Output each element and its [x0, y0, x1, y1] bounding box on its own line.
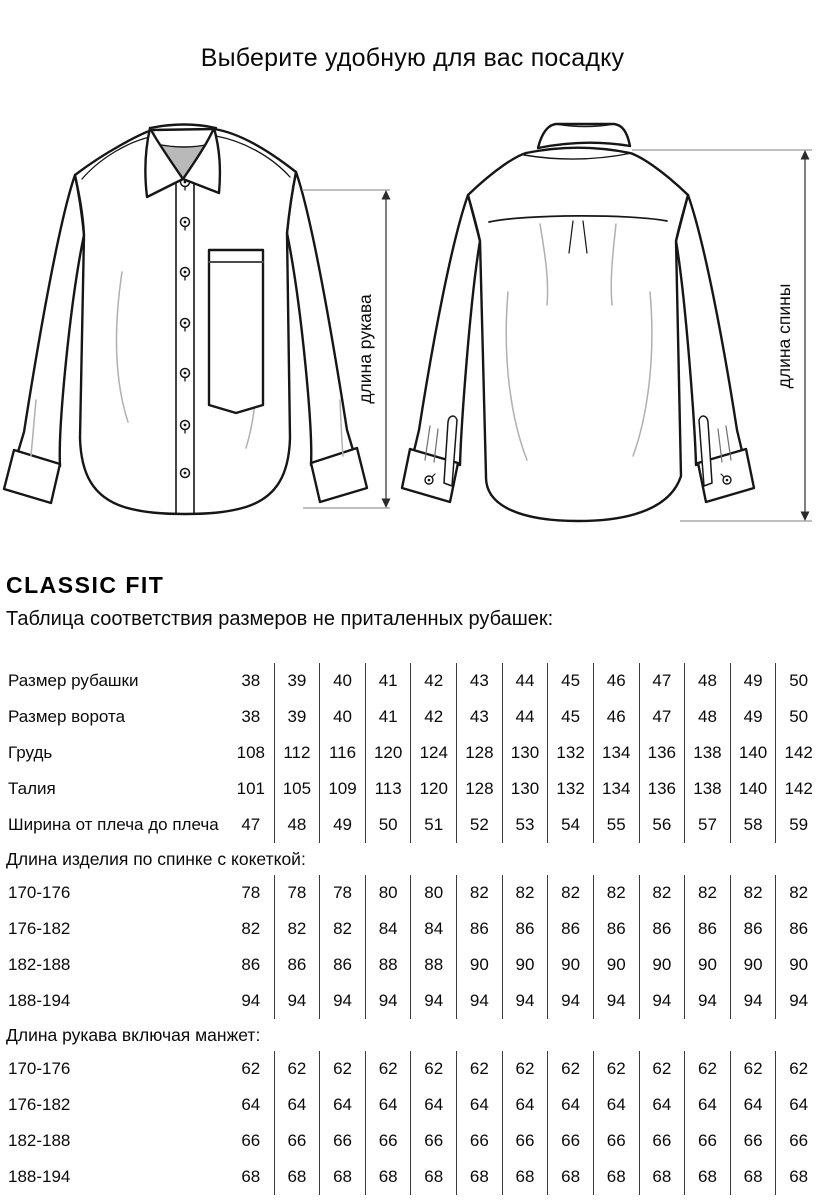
size-cell: 120 [365, 735, 411, 771]
size-cell: 90 [547, 947, 593, 983]
row-label: 170-176 [8, 1059, 71, 1078]
row-label: 170-176 [8, 883, 71, 902]
shirt-diagrams [0, 100, 825, 555]
size-cell: 38 [241, 707, 261, 726]
table-row [6, 735, 821, 771]
row-label: Талия [8, 779, 56, 798]
size-cell: 90 [639, 947, 685, 983]
size-cell: 64 [775, 1087, 821, 1123]
size-cell: 68 [593, 1159, 639, 1195]
size-cell: 116 [319, 735, 365, 771]
size-cell: 52 [456, 807, 502, 843]
size-cell: 50 [775, 699, 821, 735]
table-row [6, 663, 821, 699]
size-cell: 90 [593, 947, 639, 983]
size-cell: 64 [410, 1087, 456, 1123]
size-cell: 132 [547, 735, 593, 771]
table-section-header: Длина изделия по спинке с кокеткой: [6, 848, 306, 869]
size-cell: 68 [502, 1159, 548, 1195]
size-cell: 108 [236, 743, 265, 762]
size-cell: 40 [319, 663, 365, 699]
size-cell: 138 [684, 735, 730, 771]
size-cell: 64 [547, 1087, 593, 1123]
size-cell: 62 [639, 1051, 685, 1087]
size-cell: 82 [639, 875, 685, 911]
size-cell: 134 [593, 771, 639, 807]
size-cell: 66 [365, 1123, 411, 1159]
table-block [6, 1051, 821, 1195]
table-row [6, 771, 821, 807]
size-cell: 82 [241, 919, 261, 938]
table-row [6, 1159, 821, 1195]
size-cell: 42 [410, 699, 456, 735]
table-row [6, 699, 821, 735]
size-cell: 43 [456, 663, 502, 699]
size-cell: 64 [456, 1087, 502, 1123]
size-cell: 66 [775, 1123, 821, 1159]
size-cell: 66 [241, 1131, 261, 1150]
size-cell: 50 [365, 807, 411, 843]
size-cell: 94 [639, 983, 685, 1019]
size-cell: 132 [547, 771, 593, 807]
back-length-label: длина спины [774, 283, 794, 389]
size-cell: 64 [684, 1087, 730, 1123]
size-cell: 47 [241, 815, 261, 834]
size-cell: 62 [593, 1051, 639, 1087]
size-cell: 94 [547, 983, 593, 1019]
table-row [6, 1087, 821, 1123]
size-cell: 66 [593, 1123, 639, 1159]
size-cell: 86 [456, 911, 502, 947]
size-cell: 86 [319, 947, 365, 983]
size-cell: 86 [730, 911, 776, 947]
size-cell: 94 [274, 983, 320, 1019]
size-cell: 66 [502, 1123, 548, 1159]
size-cell: 82 [593, 875, 639, 911]
row-label: 176-182 [8, 919, 71, 938]
size-cell: 64 [365, 1087, 411, 1123]
size-cell: 41 [365, 699, 411, 735]
size-cell: 80 [410, 875, 456, 911]
size-cell: 38 [241, 671, 261, 690]
size-cell: 84 [365, 911, 411, 947]
size-cell: 66 [639, 1123, 685, 1159]
size-cell: 101 [236, 779, 265, 798]
table-row [6, 807, 821, 843]
size-cell: 39 [274, 663, 320, 699]
size-cell: 138 [684, 771, 730, 807]
size-cell: 62 [547, 1051, 593, 1087]
size-cell: 82 [547, 875, 593, 911]
size-cell: 88 [410, 947, 456, 983]
size-cell: 94 [730, 983, 776, 1019]
size-cell: 112 [274, 735, 320, 771]
size-cell: 64 [639, 1087, 685, 1123]
size-cell: 68 [365, 1159, 411, 1195]
size-cell: 62 [684, 1051, 730, 1087]
size-cell: 136 [639, 735, 685, 771]
size-cell: 43 [456, 699, 502, 735]
row-label: 176-182 [8, 1095, 71, 1114]
size-cell: 68 [274, 1159, 320, 1195]
size-cell: 86 [241, 955, 261, 974]
size-cell: 94 [593, 983, 639, 1019]
size-cell: 90 [775, 947, 821, 983]
size-cell: 94 [502, 983, 548, 1019]
table-row [6, 983, 821, 1019]
size-cell: 58 [730, 807, 776, 843]
table-subtitle: Таблица соответствия размеров не приталенных рубашек: [6, 608, 554, 630]
row-label: Ширина от плеча до плеча [8, 815, 219, 834]
table-row [6, 875, 821, 911]
size-cell: 80 [365, 875, 411, 911]
size-cell: 88 [365, 947, 411, 983]
size-cell: 140 [730, 735, 776, 771]
size-cell: 90 [730, 947, 776, 983]
size-cell: 44 [502, 699, 548, 735]
size-cell: 84 [410, 911, 456, 947]
size-cell: 54 [547, 807, 593, 843]
size-cell: 82 [775, 875, 821, 911]
size-cell: 64 [241, 1095, 261, 1114]
size-cell: 68 [319, 1159, 365, 1195]
size-cell: 48 [274, 807, 320, 843]
size-cell: 68 [241, 1167, 261, 1186]
size-cell: 66 [547, 1123, 593, 1159]
size-cell: 130 [502, 735, 548, 771]
size-cell: 49 [730, 699, 776, 735]
size-cell: 130 [502, 771, 548, 807]
size-cell: 49 [730, 663, 776, 699]
size-cell: 64 [593, 1087, 639, 1123]
size-cell: 45 [547, 663, 593, 699]
table-block [6, 655, 821, 843]
size-cell: 78 [274, 875, 320, 911]
size-cell: 64 [730, 1087, 776, 1123]
size-cell: 86 [775, 911, 821, 947]
size-cell: 49 [319, 807, 365, 843]
back-shirt-drawing [402, 124, 754, 521]
size-cell: 86 [639, 911, 685, 947]
size-cell: 45 [547, 699, 593, 735]
size-cell: 90 [502, 947, 548, 983]
sleeve-length-label: длина рукава [355, 294, 375, 404]
size-cell: 39 [274, 699, 320, 735]
row-label: Размер ворота [8, 707, 126, 726]
size-chart-section [6, 572, 821, 1195]
size-cell: 68 [775, 1159, 821, 1195]
size-cell: 62 [365, 1051, 411, 1087]
size-cell: 62 [241, 1059, 261, 1078]
size-cell: 105 [274, 771, 320, 807]
size-cell: 109 [319, 771, 365, 807]
size-cell: 94 [410, 983, 456, 1019]
size-table [6, 655, 821, 1195]
table-row [6, 1123, 821, 1159]
table-row [6, 947, 821, 983]
table-block [6, 875, 821, 1019]
size-cell: 62 [319, 1051, 365, 1087]
size-cell: 78 [241, 883, 261, 902]
row-label: 182-188 [8, 1131, 71, 1150]
size-cell: 82 [274, 911, 320, 947]
size-cell: 68 [456, 1159, 502, 1195]
size-cell: 134 [593, 735, 639, 771]
front-shirt-drawing [4, 125, 367, 515]
size-cell: 46 [593, 699, 639, 735]
size-cell: 94 [365, 983, 411, 1019]
size-cell: 90 [684, 947, 730, 983]
size-cell: 78 [319, 875, 365, 911]
row-label: Размер рубашки [8, 671, 139, 690]
size-cell: 66 [274, 1123, 320, 1159]
size-cell: 68 [730, 1159, 776, 1195]
row-label: 182-188 [8, 955, 71, 974]
size-cell: 128 [456, 735, 502, 771]
size-cell: 113 [365, 771, 411, 807]
size-cell: 82 [319, 911, 365, 947]
size-cell: 140 [730, 771, 776, 807]
size-cell: 94 [456, 983, 502, 1019]
size-cell: 86 [274, 947, 320, 983]
fit-heading: CLASSIC FIT [6, 572, 165, 598]
size-cell: 82 [684, 875, 730, 911]
size-cell: 68 [639, 1159, 685, 1195]
size-cell: 62 [410, 1051, 456, 1087]
size-cell: 66 [410, 1123, 456, 1159]
size-cell: 120 [410, 771, 456, 807]
size-cell: 48 [684, 699, 730, 735]
size-cell: 62 [274, 1051, 320, 1087]
size-cell: 40 [319, 699, 365, 735]
size-cell: 64 [274, 1087, 320, 1123]
table-row [6, 1051, 821, 1087]
size-cell: 62 [502, 1051, 548, 1087]
size-cell: 94 [241, 991, 261, 1010]
size-cell: 62 [775, 1051, 821, 1087]
size-cell: 48 [684, 663, 730, 699]
size-cell: 82 [502, 875, 548, 911]
size-cell: 86 [593, 911, 639, 947]
row-label: 188-194 [8, 991, 71, 1010]
size-cell: 41 [365, 663, 411, 699]
page-title: Выберите удобную для вас посадку [200, 44, 625, 72]
size-cell: 68 [547, 1159, 593, 1195]
size-cell: 55 [593, 807, 639, 843]
size-cell: 94 [319, 983, 365, 1019]
size-cell: 64 [502, 1087, 548, 1123]
size-cell: 44 [502, 663, 548, 699]
size-cell: 86 [547, 911, 593, 947]
size-cell: 82 [730, 875, 776, 911]
size-cell: 51 [410, 807, 456, 843]
size-cell: 64 [319, 1087, 365, 1123]
size-cell: 62 [456, 1051, 502, 1087]
size-cell: 142 [775, 735, 821, 771]
size-cell: 42 [410, 663, 456, 699]
size-cell: 59 [775, 807, 821, 843]
size-cell: 136 [639, 771, 685, 807]
size-cell: 128 [456, 771, 502, 807]
size-cell: 53 [502, 807, 548, 843]
row-label: 188-194 [8, 1167, 71, 1186]
size-cell: 66 [319, 1123, 365, 1159]
size-cell: 62 [730, 1051, 776, 1087]
size-cell: 90 [456, 947, 502, 983]
size-cell: 57 [684, 807, 730, 843]
size-cell: 66 [730, 1123, 776, 1159]
table-row [6, 911, 821, 947]
size-cell: 46 [593, 663, 639, 699]
size-cell: 47 [639, 663, 685, 699]
size-cell: 56 [639, 807, 685, 843]
size-cell: 124 [410, 735, 456, 771]
size-cell: 94 [684, 983, 730, 1019]
size-cell: 47 [639, 699, 685, 735]
size-cell: 86 [502, 911, 548, 947]
size-cell: 66 [456, 1123, 502, 1159]
shirt-diagram-svg [0, 100, 825, 555]
size-cell: 94 [775, 983, 821, 1019]
row-label: Грудь [8, 743, 53, 762]
table-section-header: Длина рукава включая манжет: [6, 1024, 261, 1045]
size-cell: 86 [684, 911, 730, 947]
size-cell: 66 [684, 1123, 730, 1159]
size-cell: 82 [456, 875, 502, 911]
size-cell: 68 [410, 1159, 456, 1195]
size-cell: 142 [775, 771, 821, 807]
size-cell: 68 [684, 1159, 730, 1195]
size-cell: 50 [775, 663, 821, 699]
